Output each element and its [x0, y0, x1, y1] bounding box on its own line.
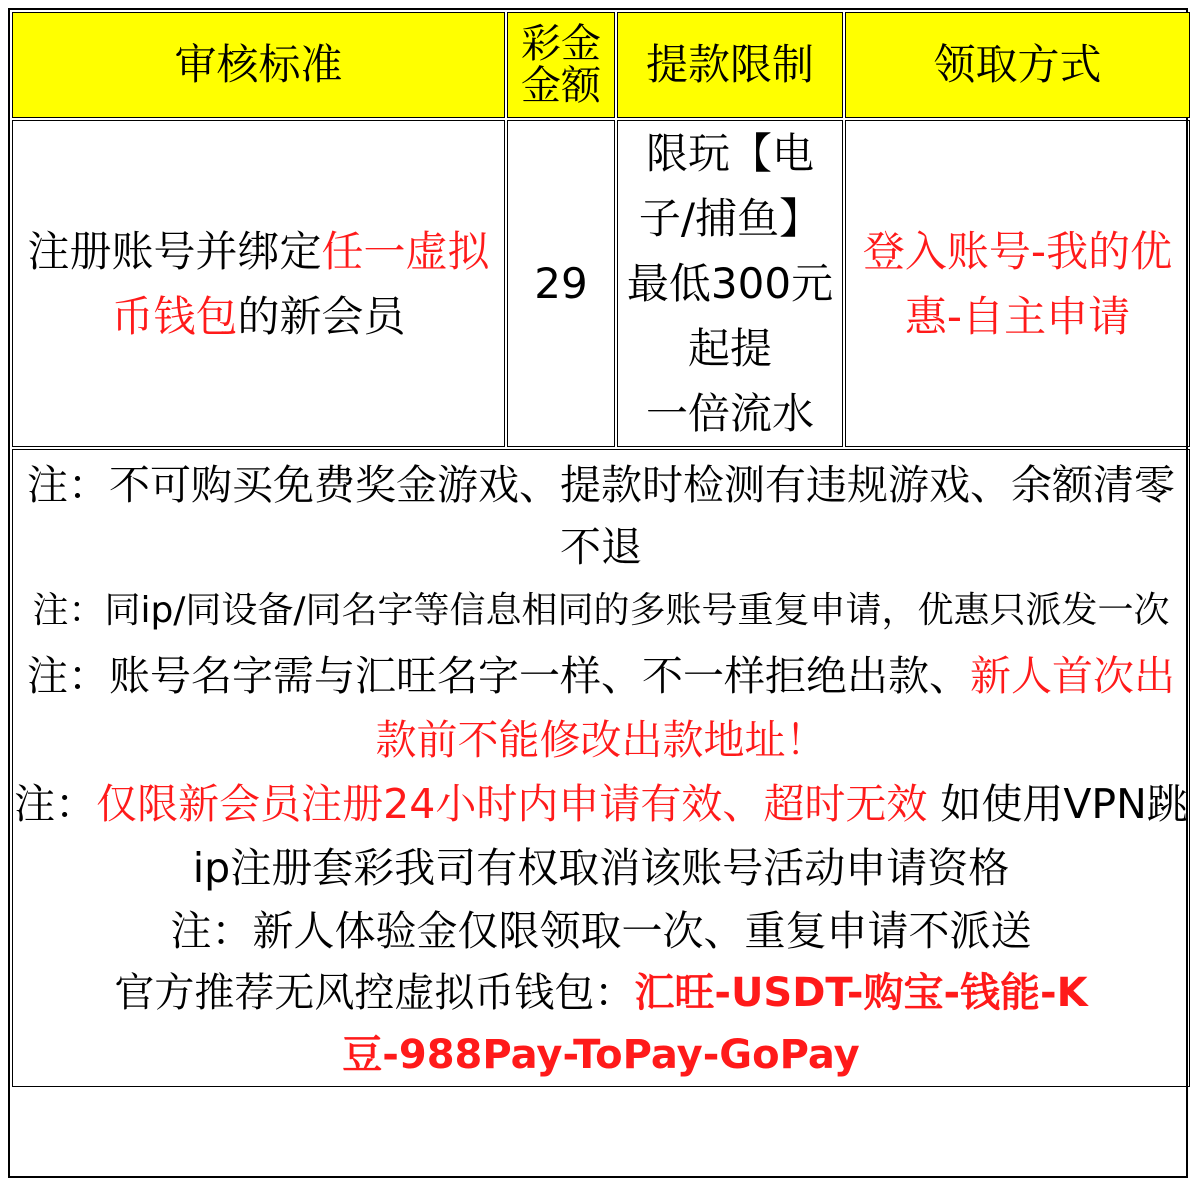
withdraw-line-1: 限玩【电子/捕鱼】 — [638, 129, 822, 244]
withdraw-line-3: 起提 — [687, 324, 772, 374]
cell-criteria — [12, 120, 505, 447]
criteria-prefix: 注册账号并绑定 — [27, 226, 322, 276]
note-name-prefix: 注：账号名字需与汇旺名字一样、不一样拒绝出款、 — [27, 652, 970, 701]
promo-row — [12, 120, 1190, 447]
note-time-suffix: 如使用VPN跳ip注册套彩我司有权取消该账号活动申请资格 — [192, 780, 1188, 893]
header-amount: 彩金金额 — [507, 12, 615, 118]
note-time-highlight: 仅限新会员注册24小时内申请有效、超时无效 — [96, 780, 928, 829]
header-criteria: 审核标准 — [12, 12, 505, 118]
promo-sheet — [8, 8, 1188, 1178]
withdraw-line-4: 一倍流水 — [645, 389, 814, 439]
note-purchase-rule: 注：不可购买免费奖金游戏、提款时检测有违规游戏、余额清零不退 — [27, 461, 1175, 572]
cell-amount: 29 — [507, 120, 615, 447]
cell-claim-method: 登入账号-我的优惠-自主申请 — [845, 120, 1190, 447]
withdraw-line-2: 最低300元 — [626, 259, 834, 309]
note-name-highlight: 新人首次出款前不能修改出款地址！ — [375, 652, 1175, 765]
header-row — [12, 12, 1190, 118]
note-wallets-prefix: 官方推荐无风控虚拟币钱包： — [114, 970, 635, 1017]
criteria-suffix: 的新会员 — [237, 291, 406, 341]
note-trial-rule: 注：新人体验金仅限领取一次、重复申请不派送 — [170, 907, 1032, 956]
header-claim-method: 领取方式 — [845, 12, 1190, 118]
notes-row — [12, 449, 1190, 1087]
notes-cell — [12, 449, 1190, 1087]
note-wallets — [13, 962, 1189, 1086]
note-duplicate-rule: 注：同ip/同设备/同名字等信息相同的多账号重复申请，优惠只派发一次 — [32, 590, 1170, 632]
note-wallets-list: 汇旺-USDT-购宝-钱能-K豆-988Pay-ToPay-GoPay — [342, 970, 1088, 1079]
note-time-prefix: 注： — [14, 780, 97, 829]
note-time-rule — [13, 772, 1189, 900]
header-withdraw-limit: 提款限制 — [617, 12, 843, 118]
note-name-rule — [13, 644, 1189, 772]
promo-table — [10, 10, 1192, 1089]
criteria-highlight: 任一虚拟币钱包 — [111, 226, 490, 341]
cell-withdraw-limit — [617, 120, 843, 447]
